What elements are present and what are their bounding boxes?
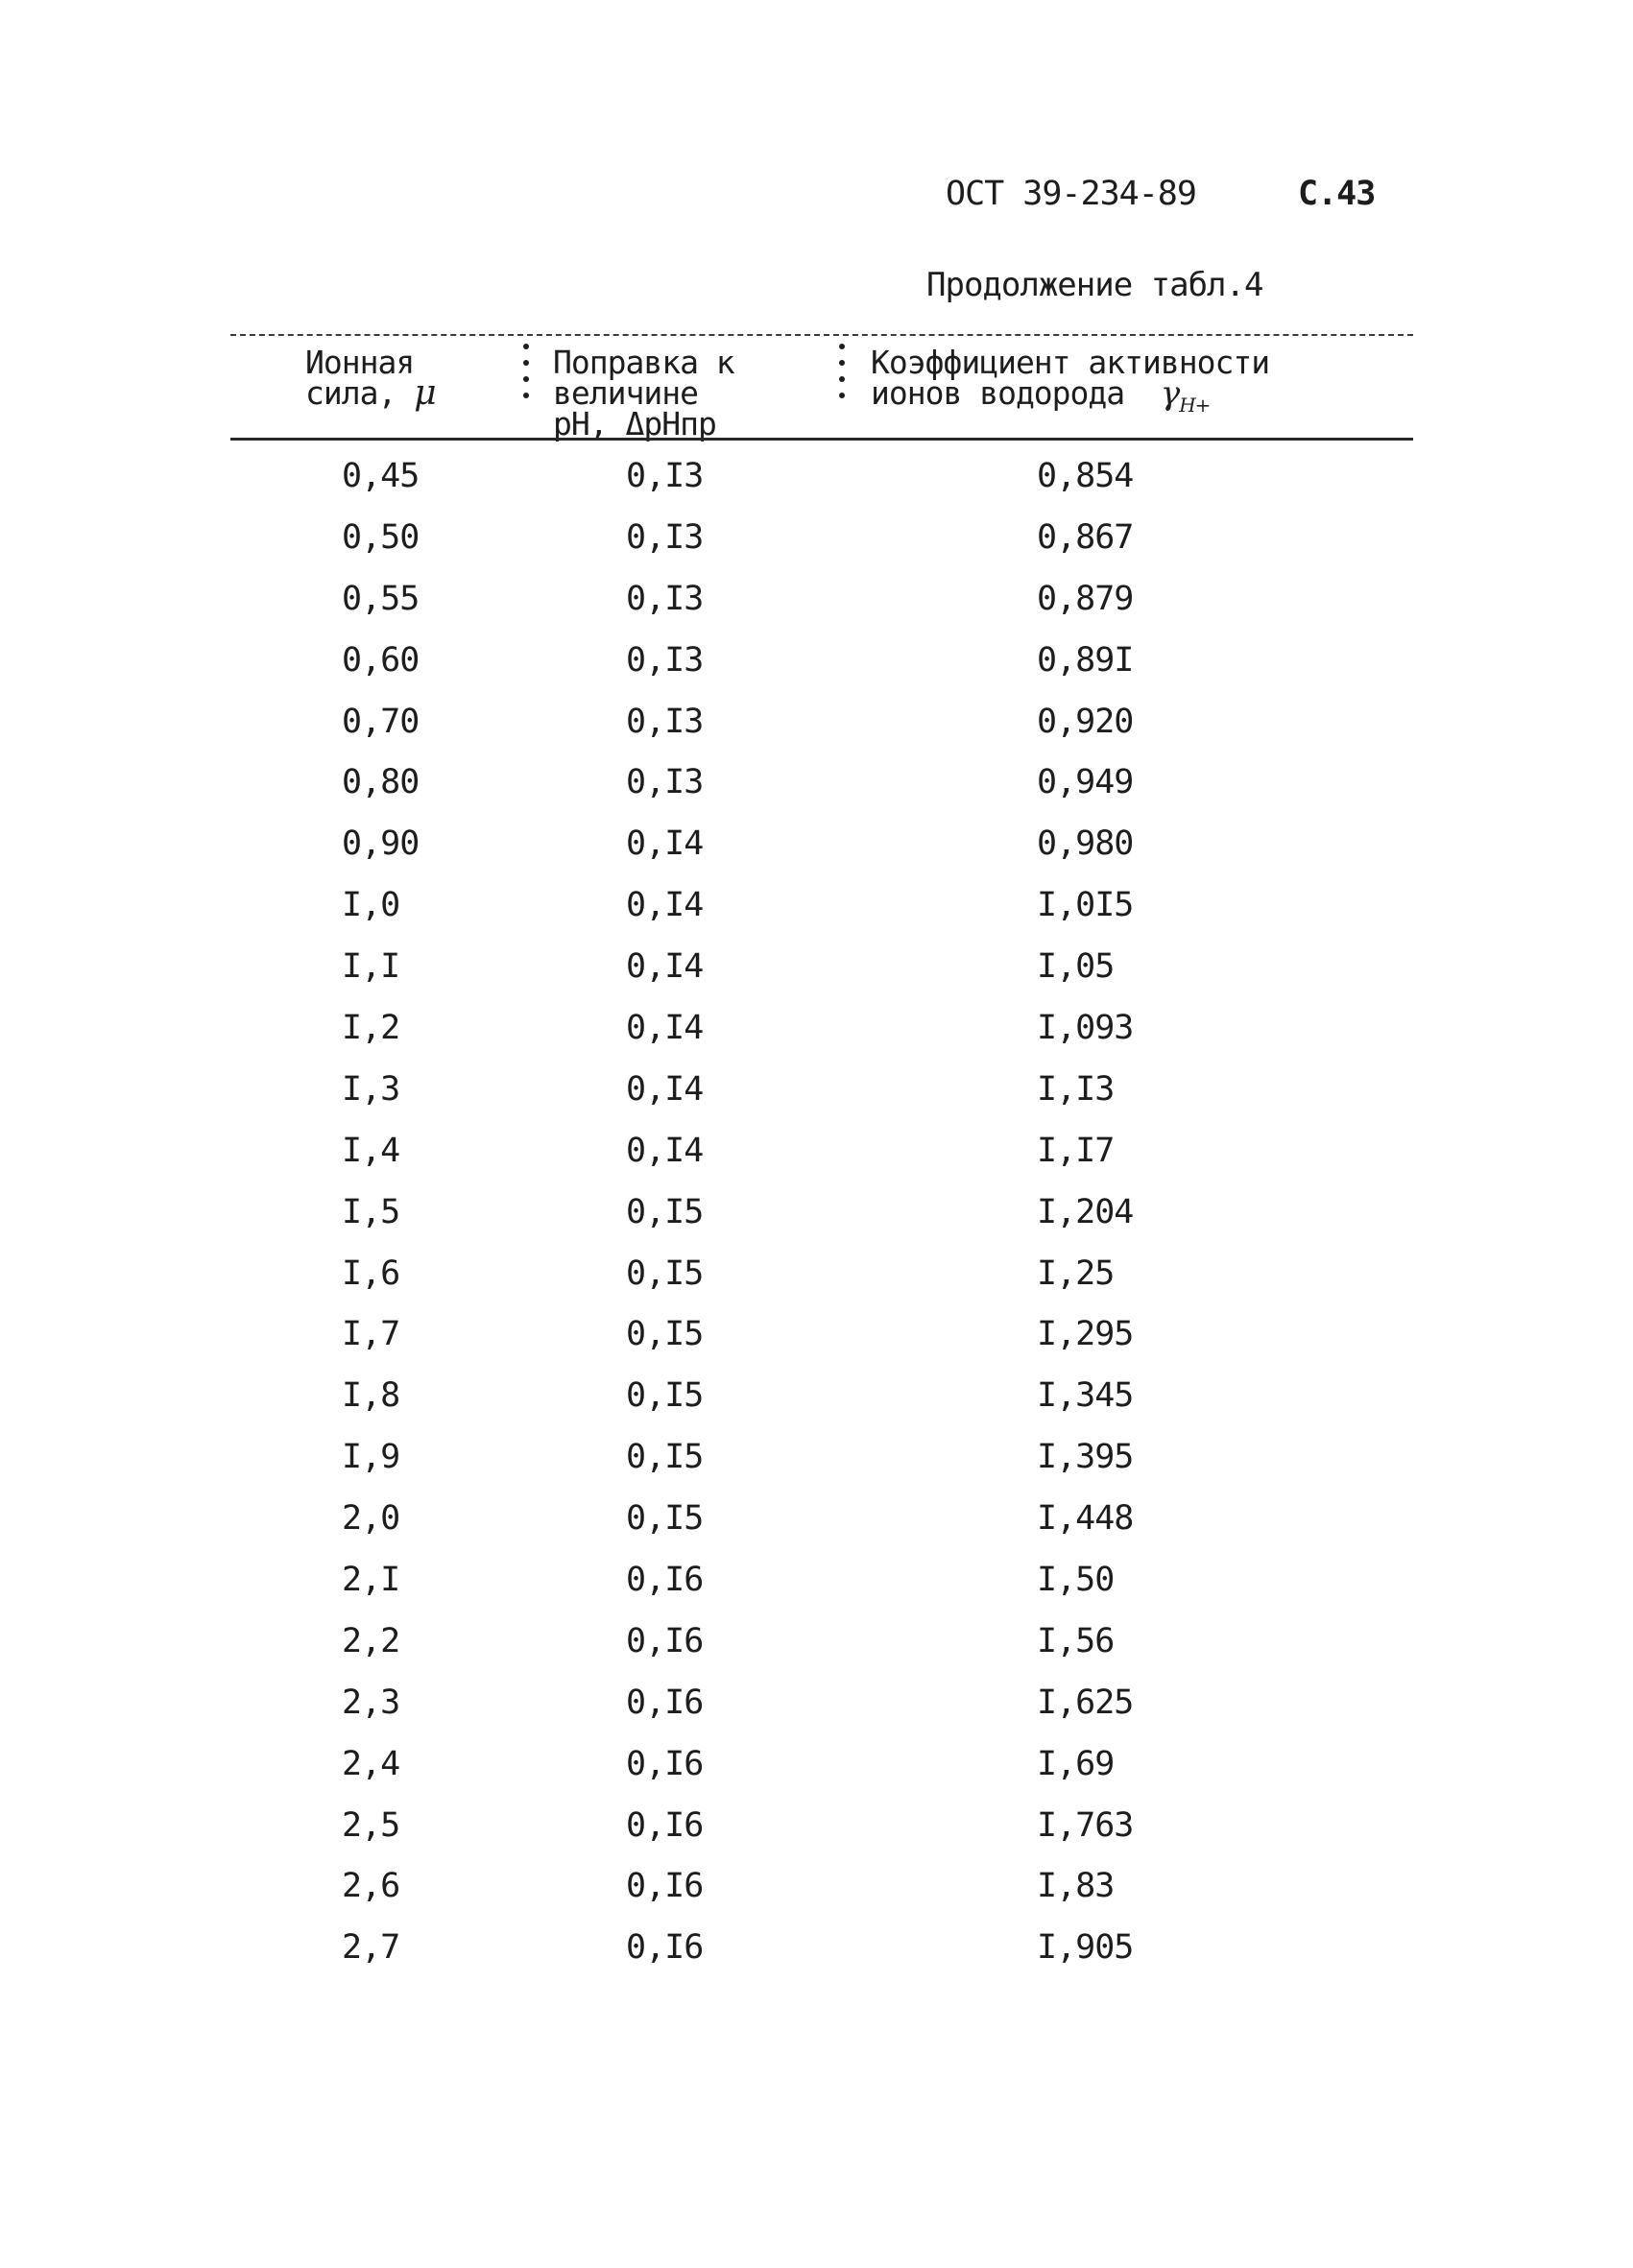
header-line: Коэффициент активности <box>871 344 1270 381</box>
cell-ph-correction: 0,I6 <box>626 1805 704 1845</box>
table-body <box>0 457 1633 1990</box>
cell-ionic-strength: 2,3 <box>342 1683 400 1722</box>
cell-ph-correction: 0,I6 <box>626 1561 704 1600</box>
document-code: ОСТ 39-234-89 <box>946 175 1196 213</box>
cell-ionic-strength: 0,45 <box>342 457 420 495</box>
cell-ph-correction: 0,I3 <box>626 640 704 680</box>
cell-ph-correction: 0,I6 <box>626 1683 704 1722</box>
column-header-ionic-strength <box>305 344 436 413</box>
cell-ph-correction: 0,I6 <box>626 1744 704 1783</box>
table-row <box>0 886 1633 947</box>
cell-ph-correction: 0,I3 <box>626 702 704 741</box>
table-row <box>0 457 1633 518</box>
cell-activity-coefficient: I,83 <box>1037 1867 1115 1906</box>
table-row <box>0 703 1633 764</box>
table-top-rule <box>230 334 1413 336</box>
cell-ionic-strength: I,4 <box>342 1131 400 1170</box>
cell-ionic-strength: I,I <box>342 947 400 987</box>
cell-activity-coefficient: I,I3 <box>1037 1069 1115 1109</box>
cell-ph-correction: 0,I5 <box>626 1253 704 1293</box>
cell-ionic-strength: 2,7 <box>342 1928 400 1968</box>
cell-ph-correction: 0,I3 <box>626 579 704 618</box>
table-row <box>0 1622 1633 1683</box>
header-line: Ионная <box>305 344 415 381</box>
cell-activity-coefficient: I,69 <box>1037 1744 1115 1783</box>
table-row <box>0 641 1633 703</box>
cell-ionic-strength: 0,80 <box>342 763 420 802</box>
table-row <box>0 1132 1633 1193</box>
cell-activity-coefficient: I,093 <box>1037 1009 1134 1048</box>
table-row <box>0 1928 1633 1990</box>
cell-ionic-strength: 0,50 <box>342 517 420 557</box>
table-row <box>0 1806 1633 1868</box>
cell-ph-correction: 0,I5 <box>626 1499 704 1539</box>
cell-activity-coefficient: I,I7 <box>1037 1131 1115 1170</box>
gamma-symbol: $\gamma_{H+}$ <box>1160 374 1211 417</box>
cell-activity-coefficient: I,05 <box>1037 947 1115 987</box>
cell-ionic-strength: I,6 <box>342 1253 400 1293</box>
cell-ionic-strength: I,7 <box>342 1315 400 1354</box>
cell-ph-correction: 0,I5 <box>626 1376 704 1416</box>
table-row <box>0 1683 1633 1745</box>
cell-ph-correction: 0,I5 <box>626 1438 704 1477</box>
cell-activity-coefficient: I,204 <box>1037 1192 1134 1231</box>
cell-ph-correction: 0,I5 <box>626 1315 704 1354</box>
table-row <box>0 763 1633 824</box>
header-line: pH, ΔpHпр <box>553 405 716 442</box>
cell-ionic-strength: I,9 <box>342 1438 400 1477</box>
cell-activity-coefficient: 0,879 <box>1037 579 1134 618</box>
cell-activity-coefficient: I,448 <box>1037 1499 1134 1539</box>
table-row <box>0 1254 1633 1316</box>
cell-ph-correction: 0,I3 <box>626 763 704 802</box>
table-row <box>0 1499 1633 1561</box>
cell-activity-coefficient: 0,949 <box>1037 763 1134 802</box>
table-row <box>0 1376 1633 1438</box>
cell-ph-correction: 0,I4 <box>626 824 704 864</box>
cell-ionic-strength: 2,2 <box>342 1621 400 1660</box>
column-separator <box>839 344 845 424</box>
cell-activity-coefficient: I,395 <box>1037 1438 1134 1477</box>
cell-ph-correction: 0,I4 <box>626 886 704 925</box>
header-line: ионов водорода $\gamma_{H+}$ <box>871 374 1211 417</box>
cell-ionic-strength: 2,4 <box>342 1744 400 1783</box>
cell-activity-coefficient: I,25 <box>1037 1253 1115 1293</box>
mu-symbol: μ <box>414 373 436 413</box>
cell-activity-coefficient: I,56 <box>1037 1621 1115 1660</box>
cell-ionic-strength: I,0 <box>342 886 400 925</box>
cell-activity-coefficient: 0,89I <box>1037 640 1134 680</box>
cell-ionic-strength: I,5 <box>342 1192 400 1231</box>
cell-ionic-strength: 0,60 <box>342 640 420 680</box>
cell-activity-coefficient: I,905 <box>1037 1928 1134 1968</box>
column-header-activity-coefficient <box>871 344 1270 420</box>
cell-ph-correction: 0,I5 <box>626 1192 704 1231</box>
cell-activity-coefficient: 0,920 <box>1037 702 1134 741</box>
cell-ph-correction: 0,I4 <box>626 947 704 987</box>
table-header-rule <box>230 438 1413 441</box>
cell-activity-coefficient: I,763 <box>1037 1805 1134 1845</box>
cell-ionic-strength: I,2 <box>342 1009 400 1048</box>
table-row <box>0 518 1633 580</box>
cell-ph-correction: 0,I3 <box>626 457 704 495</box>
cell-activity-coefficient: 0,867 <box>1037 517 1134 557</box>
header-line: величине <box>553 374 698 412</box>
cell-ionic-strength: 0,90 <box>342 824 420 864</box>
column-separator <box>523 344 529 424</box>
cell-activity-coefficient: 0,980 <box>1037 824 1134 864</box>
cell-ionic-strength: I,8 <box>342 1376 400 1416</box>
cell-ph-correction: 0,I4 <box>626 1069 704 1109</box>
cell-activity-coefficient: I,50 <box>1037 1561 1115 1600</box>
table-row <box>0 1315 1633 1376</box>
cell-ionic-strength: 2,0 <box>342 1499 400 1539</box>
column-header-ph-correction <box>553 344 734 442</box>
table-row <box>0 1561 1633 1622</box>
table-row <box>0 1438 1633 1499</box>
table-row <box>0 580 1633 641</box>
cell-ph-correction: 0,I3 <box>626 517 704 557</box>
cell-activity-coefficient: I,345 <box>1037 1376 1134 1416</box>
cell-ph-correction: 0,I6 <box>626 1621 704 1660</box>
header-line: сила, μ <box>305 373 436 413</box>
cell-ph-correction: 0,I4 <box>626 1009 704 1048</box>
table-row <box>0 1745 1633 1806</box>
cell-activity-coefficient: I,0I5 <box>1037 886 1134 925</box>
header-line: Поправка к <box>553 344 734 381</box>
cell-ionic-strength: 0,55 <box>342 579 420 618</box>
cell-activity-coefficient: I,625 <box>1037 1683 1134 1722</box>
table-row <box>0 1009 1633 1070</box>
cell-ionic-strength: 0,70 <box>342 702 420 741</box>
cell-ionic-strength: I,3 <box>342 1069 400 1109</box>
cell-ph-correction: 0,I4 <box>626 1131 704 1170</box>
cell-activity-coefficient: 0,854 <box>1037 457 1134 495</box>
table-row <box>0 1193 1633 1254</box>
cell-ph-correction: 0,I6 <box>626 1867 704 1906</box>
cell-ionic-strength: 2,5 <box>342 1805 400 1845</box>
table-row <box>0 824 1633 886</box>
cell-ionic-strength: 2,6 <box>342 1867 400 1906</box>
table-row <box>0 947 1633 1009</box>
table-row <box>0 1070 1633 1132</box>
cell-ionic-strength: 2,I <box>342 1561 400 1600</box>
cell-activity-coefficient: I,295 <box>1037 1315 1134 1354</box>
cell-ph-correction: 0,I6 <box>626 1928 704 1968</box>
table-caption: Продолжение табл.4 <box>926 266 1263 304</box>
page-number: С.43 <box>1298 175 1376 213</box>
table-row <box>0 1867 1633 1928</box>
